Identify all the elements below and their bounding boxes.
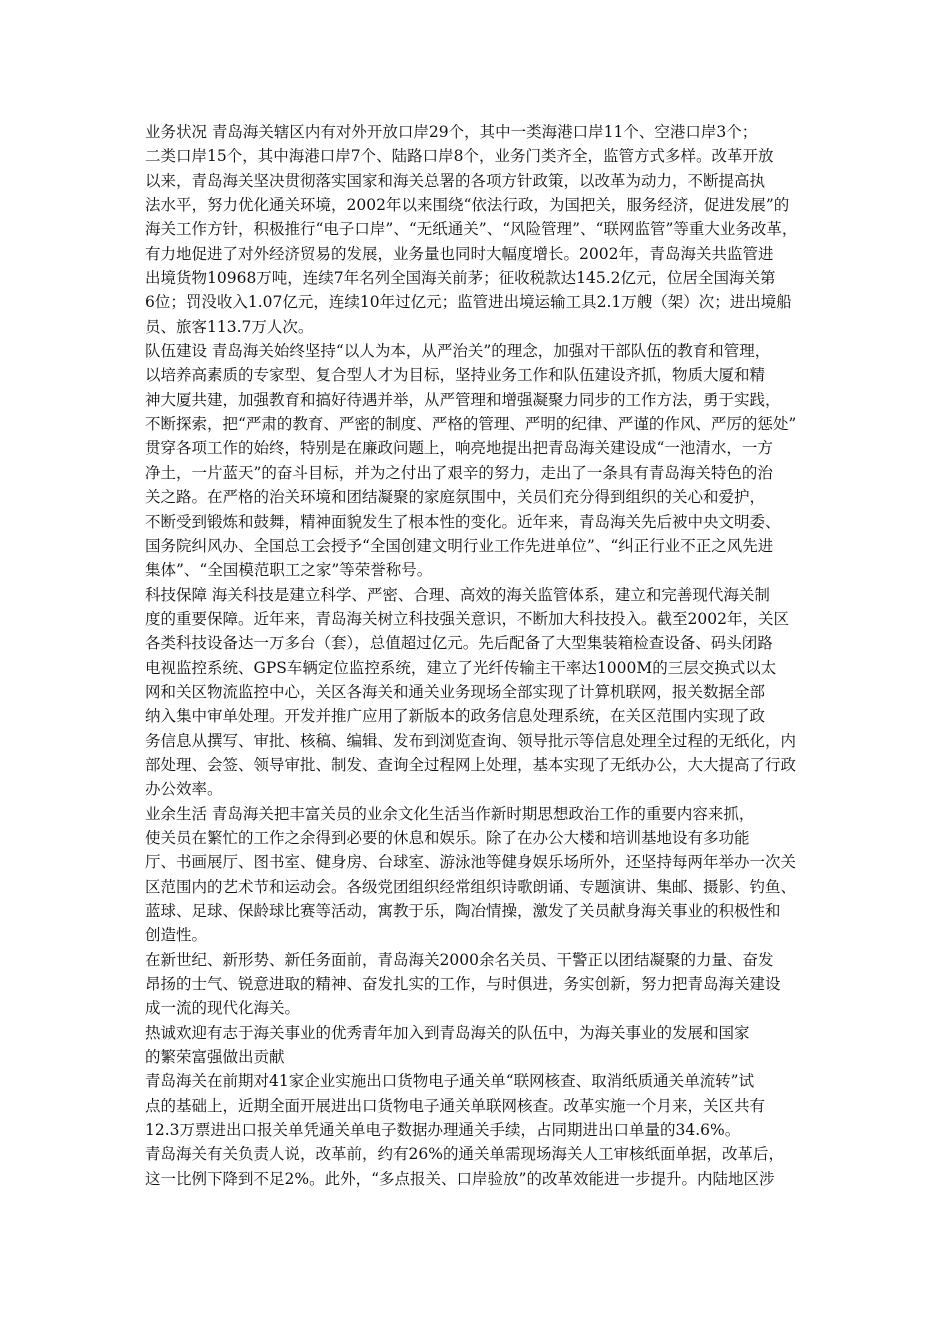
text-line: 青岛海关有关负责人说，改革前，约有26%的通关单需现场海关人工审核纸面单据，改革后，	[145, 1145, 784, 1164]
paragraph	[145, 802, 815, 948]
paragraph	[145, 948, 815, 1021]
text-line: 有力地促进了对外经济贸易的发展，业务量也同时大幅度增长。2002年，青岛海关共监管进	[145, 244, 774, 263]
text-line: 青岛海关在前期对41家企业实施出口货物电子通关单“联网核查、取消纸质通关单流转”试	[145, 1072, 755, 1091]
text-line: 厅、书画展厅、图书室、健身房、台球室、游泳池等健身娱乐场所外，还坚持每两年举办一次关	[145, 853, 797, 872]
text-line: 这一比例下降到不足2%。此外，“多点报关、口岸验放”的改革效能进一步提升。内陆地区涉	[145, 1169, 775, 1188]
text-line: 部处理、会签、领导审批、制发、查询全过程网上处理，基本实现了无纸办公，大大提高了行政	[145, 755, 797, 774]
text-line: 创造性。	[145, 926, 208, 945]
paragraph	[145, 120, 815, 339]
paragraph	[145, 339, 815, 582]
text-line: 各类科技设备达一万多台（套），总值超过亿元。先后配备了大型集装箱检查设备、码头闭路	[145, 634, 773, 653]
text-line: 不断探索，把“严肃的教育、严密的制度、严格的管理、严明的纪律、严谨的作风、严厉的惩处”	[145, 415, 797, 434]
text-line: 度的重要保障。近年来，青岛海关树立科技强关意识，不断加大科技投入。截至2002年，关区	[145, 609, 789, 628]
text-line: 国务院纠风办、全国总工会授予“全国创建文明行业工作先进单位”、“纠正行业不正之风先进	[145, 536, 774, 555]
text-line: 以培养高素质的专家型、复合型人才为目标，坚持业务工作和队伍建设齐抓，物质大厦和精	[145, 366, 766, 385]
text-line: 热诚欢迎有志于海关事业的优秀青年加入到青岛海关的队伍中，为海关事业的发展和国家	[145, 1023, 750, 1042]
paragraph	[145, 1142, 815, 1191]
text-line: 使关员在繁忙的工作之余得到必要的休息和娱乐。除了在办公大楼和培训基地设有多功能	[145, 828, 750, 847]
text-line: 净土，一片蓝天”的奋斗目标，并为之付出了艰辛的努力，走出了一条具有青岛海关特色的治	[145, 463, 773, 482]
text-line: 纳入集中审单处理。开发并推广应用了新版本的政务信息处理系统，在关区范围内实现了政	[145, 707, 766, 726]
text-line: 业余生活 青岛海关把丰富关员的业余文化生活当作新时期思想政治工作的重要内容来抓，	[145, 804, 755, 823]
text-line: 科技保障 海关科技是建立科学、严密、合理、高效的海关监管体系，建立和完善现代海关制	[145, 585, 770, 604]
text-line: 二类口岸15个，其中海港口岸7个、陆路口岸8个，业务门类齐全，监管方式多样。改革开放	[145, 147, 774, 166]
text-line: 队伍建设 青岛海关始终坚持“以人为本，从严治关”的理念，加强对干部队伍的教育和管理，	[145, 342, 771, 361]
text-line: 在新世纪、新形势、新任务面前，青岛海关2000余名关员、干警正以团结凝聚的力量、奋发	[145, 950, 774, 969]
text-line: 海关工作方针，积极推行“电子口岸”、“无纸通关”、“风险管理”、“联网监管”等重大业务改革，	[145, 220, 798, 239]
text-line: 神大厦共建，加强教育和搞好待遇并举，从严管理和增强凝聚力同步的工作方法，勇于实践，	[145, 390, 781, 409]
text-line: 法水平，努力优化通关环境，2002年以来围绕“依法行政，为国把关，服务经济，促进发展”的	[145, 196, 790, 215]
text-line: 以来，青岛海关坚决贯彻落实国家和海关总署的各项方针政策，以改革为动力，不断提高执	[145, 171, 766, 190]
text-line: 办公效率。	[145, 780, 223, 799]
text-line: 关之路。在严格的治关环境和团结凝聚的家庭氛围中，关员们充分得到组织的关心和爱护，	[145, 488, 766, 507]
text-line: 区范围内的艺术节和运动会。各级党团组织经常组织诗歌朗诵、专题演讲、集邮、摄影、钓鱼、	[145, 877, 797, 896]
text-line: 业务状况 青岛海关辖区内有对外开放口岸29个，其中一类海港口岸11个、空港口岸3个；	[145, 123, 758, 141]
text-line: 6位；罚没收入1.07亿元，连续10年过亿元；监管进出境运输工具2.1万艘（架）次；进出境船	[145, 293, 792, 312]
text-line: 出境货物10968万吨，连续7年名列全国海关前茅；征收税款达145.2亿元，位居全国海关第	[145, 269, 776, 288]
paragraph	[145, 1069, 815, 1142]
text-line: 的繁荣富强做出贡献	[145, 1048, 285, 1067]
text-line: 昂扬的士气、锐意进取的精神、奋发扎实的工作，与时俱进，务实创新，努力把青岛海关建设	[145, 975, 781, 994]
text-line: 蓝球、足球、保龄球比赛等活动，寓教于乐，陶冶情操，激发了关员献身海关事业的积极性和	[145, 902, 781, 920]
text-line: 网和关区物流监控中心，关区各海关和通关业务现场全部实现了计算机联网，报关数据全部	[145, 682, 766, 701]
text-line: 成一流的现代化海关。	[145, 999, 301, 1018]
text-line: 集体”、“全国模范职工之家”等荣誉称号。	[145, 561, 433, 580]
paragraph	[145, 1021, 815, 1070]
text-line: 12.3万票进出口报关单凭通关单电子数据办理通关手续，占同期进出口单量的34.6%。	[145, 1121, 741, 1140]
text-line: 贯穿各项工作的始终，特别是在廉政问题上，响亮地提出把青岛海关建设成“一池清水，一方	[145, 439, 773, 458]
text-line: 电视监控系统、GPS车辆定位监控系统，建立了光纤传输主干率达1000M的三层交换式以太	[145, 658, 777, 677]
text-line: 点的基础上，近期全面开展进出口货物电子通关单联网核查。改革实施一个月来，关区共有	[145, 1096, 766, 1115]
paragraph	[145, 583, 815, 802]
text-line: 员、旅客113.7万人次。	[145, 317, 314, 336]
text-line: 务信息从撰写、审批、核稿、编辑、发布到浏览查询、领导批示等信息处理全过程的无纸化，内	[145, 731, 797, 750]
document-body	[145, 120, 815, 1191]
text-line: 不断受到锻炼和鼓舞，精神面貌发生了根本性的变化。近年来，青岛海关先后被中央文明委、	[145, 512, 781, 531]
